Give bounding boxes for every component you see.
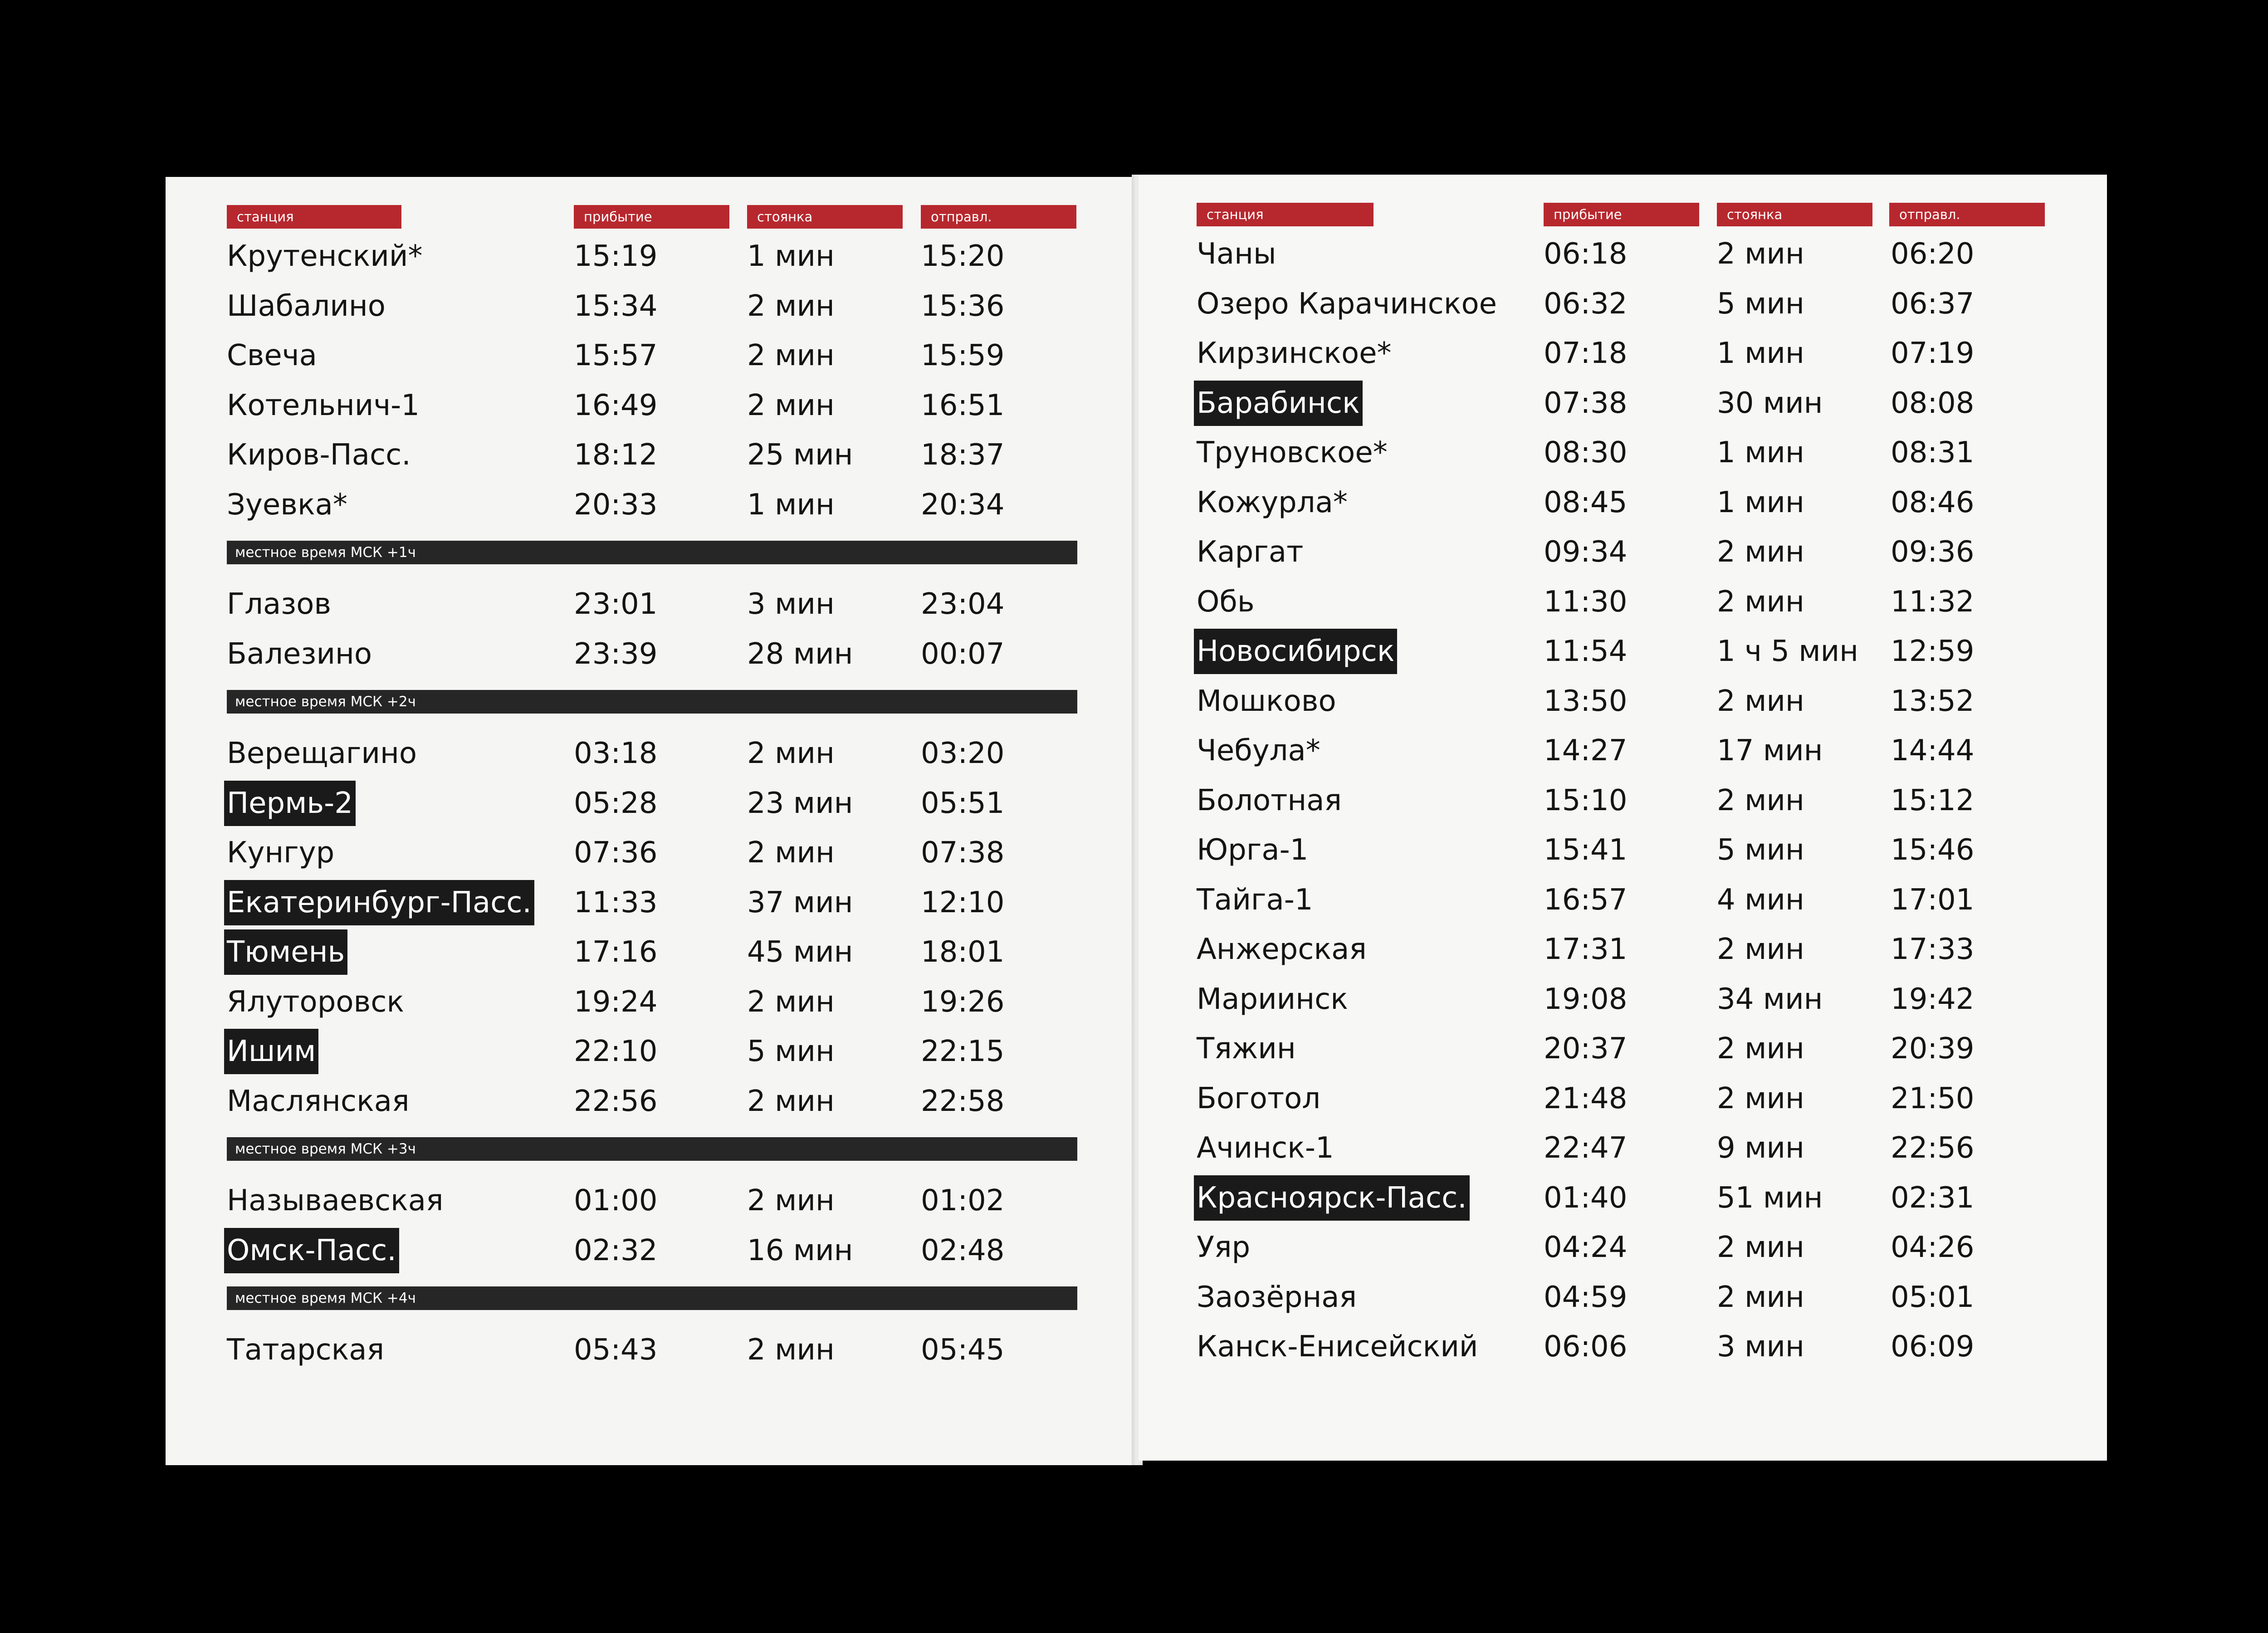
departure-time: 05:51 [921, 786, 1005, 820]
table-row [1197, 728, 2047, 778]
table-row [1197, 579, 2047, 629]
timezone-banner [227, 690, 1077, 714]
arrival-time: 22:56 [574, 1084, 658, 1118]
table-row [1197, 1026, 2047, 1076]
arrival-time: 08:30 [1544, 436, 1628, 469]
arrival-time: 04:24 [1544, 1231, 1628, 1264]
stop-duration: 2 мин [1717, 535, 1804, 569]
departure-time: 22:15 [921, 1035, 1005, 1068]
table-row [1197, 1076, 2047, 1126]
table-row [227, 929, 1077, 979]
arrival-time: 17:31 [1544, 933, 1628, 966]
timezone-label: местное время МСК +3ч [235, 1141, 416, 1157]
stop-duration: 9 мин [1717, 1131, 1804, 1165]
station-name: Мошково [1197, 684, 1336, 718]
table-row [1197, 1324, 2047, 1374]
arrival-time: 13:50 [1544, 684, 1628, 718]
stop-duration: 2 мин [747, 339, 835, 372]
table-row [227, 880, 1077, 930]
table-row [227, 432, 1077, 482]
departure-time: 02:31 [1891, 1181, 1975, 1215]
stop-duration: 34 мин [1717, 982, 1823, 1016]
arrival-time: 01:00 [574, 1184, 658, 1217]
table-row [227, 482, 1077, 532]
stop-duration: 2 мин [747, 1333, 835, 1367]
station-name: Мариинск [1197, 982, 1348, 1016]
table-row [1197, 231, 2047, 281]
table-row [1197, 381, 2047, 430]
header-departure: отправл. [921, 205, 1076, 229]
arrival-time: 15:41 [1544, 833, 1628, 867]
departure-time: 08:08 [1891, 386, 1975, 420]
table-row [1197, 1125, 2047, 1175]
stop-duration: 2 мин [747, 1084, 835, 1118]
departure-time: 21:50 [1891, 1081, 1975, 1115]
station-name: Уяр [1197, 1231, 1251, 1264]
header-stop: стоянка [747, 205, 903, 229]
departure-time: 17:33 [1891, 933, 1975, 966]
stop-duration: 2 мин [1717, 237, 1804, 271]
arrival-time: 05:28 [574, 786, 658, 820]
station-name: Пермь-2 [224, 781, 356, 826]
arrival-time: 08:45 [1544, 485, 1628, 519]
header-station: станция [227, 205, 401, 229]
arrival-time: 23:01 [574, 587, 658, 621]
table-row [1197, 331, 2047, 381]
stop-duration: 3 мин [747, 587, 835, 621]
departure-time: 08:46 [1891, 485, 1975, 519]
arrival-time: 05:43 [574, 1333, 658, 1367]
arrival-time: 22:10 [574, 1035, 658, 1068]
departure-time: 11:32 [1891, 585, 1975, 619]
right-page [1139, 175, 2107, 1461]
departure-time: 05:45 [921, 1333, 1005, 1367]
station-name: Ялуторовск [227, 985, 405, 1019]
arrival-time: 09:34 [1544, 535, 1628, 569]
stop-duration: 30 мин [1717, 386, 1823, 420]
stop-duration: 2 мин [747, 388, 835, 422]
station-name: Крутенский* [227, 240, 423, 273]
left-schedule [227, 234, 1077, 1413]
departure-time: 06:20 [1891, 237, 1975, 271]
table-row [1197, 927, 2047, 977]
stop-duration: 16 мин [747, 1233, 853, 1267]
timezone-banner [227, 541, 1077, 564]
station-name: Татарская [227, 1333, 384, 1367]
station-name: Киров-Пасс. [227, 438, 411, 472]
stop-duration: 2 мин [747, 985, 835, 1019]
departure-time: 22:56 [1891, 1131, 1975, 1165]
departure-time: 09:36 [1891, 535, 1975, 569]
arrival-time: 20:33 [574, 488, 658, 522]
table-row [227, 631, 1077, 681]
station-name: Кунгур [227, 836, 335, 870]
station-name: Называевская [227, 1184, 444, 1217]
arrival-time: 20:37 [1544, 1032, 1628, 1066]
table-row [227, 781, 1077, 831]
stop-duration: 2 мин [1717, 585, 1804, 619]
departure-time: 00:07 [921, 637, 1005, 671]
stop-duration: 1 мин [1717, 337, 1804, 370]
table-row [1197, 778, 2047, 828]
station-name: Болотная [1197, 783, 1342, 817]
table-row [227, 582, 1077, 631]
header-arrival: прибытие [1544, 203, 1699, 226]
stop-duration: 3 мин [1717, 1330, 1804, 1364]
table-row [227, 1029, 1077, 1079]
arrival-time: 19:24 [574, 985, 658, 1019]
station-name: Юрга-1 [1197, 833, 1309, 867]
arrival-time: 15:34 [574, 289, 658, 323]
station-name: Свеча [227, 339, 317, 372]
stop-duration: 4 мин [1717, 883, 1804, 917]
stop-duration: 51 мин [1717, 1181, 1823, 1215]
arrival-time: 01:40 [1544, 1181, 1628, 1215]
departure-time: 08:31 [1891, 436, 1975, 469]
departure-time: 02:48 [921, 1233, 1005, 1267]
arrival-time: 18:12 [574, 438, 658, 472]
timezone-label: местное время МСК +4ч [235, 1290, 416, 1306]
stop-duration: 37 мин [747, 885, 853, 919]
arrival-time: 03:18 [574, 737, 658, 770]
departure-time: 07:38 [921, 836, 1005, 870]
departure-time: 15:20 [921, 240, 1005, 273]
stop-duration: 45 мин [747, 935, 853, 969]
station-name: Каргат [1197, 535, 1304, 569]
departure-time: 06:37 [1891, 287, 1975, 321]
station-name: Шабалино [227, 289, 386, 323]
departure-time: 12:59 [1891, 635, 1975, 668]
station-name: Тяжин [1197, 1032, 1296, 1066]
arrival-time: 16:49 [574, 388, 658, 422]
stop-duration: 2 мин [747, 737, 835, 770]
departure-time: 16:51 [921, 388, 1005, 422]
table-row [227, 333, 1077, 383]
stop-duration: 1 мин [747, 488, 835, 522]
table-row [1197, 1275, 2047, 1325]
station-name: Тайга-1 [1197, 883, 1313, 917]
arrival-time: 14:27 [1544, 734, 1628, 768]
table-row [1197, 629, 2047, 679]
stop-duration: 2 мин [747, 836, 835, 870]
table-row [227, 234, 1077, 284]
table-row [227, 1228, 1077, 1278]
station-name: Екатеринбург-Пасс. [224, 880, 534, 925]
station-name: Чаны [1197, 237, 1276, 271]
stop-duration: 2 мин [1717, 783, 1804, 817]
arrival-time: 15:57 [574, 339, 658, 372]
arrival-time: 16:57 [1544, 883, 1628, 917]
arrival-time: 15:19 [574, 240, 658, 273]
table-row [1197, 430, 2047, 480]
station-name: Глазов [227, 587, 332, 621]
header-departure: отправл. [1889, 203, 2045, 226]
station-name: Труновское* [1197, 436, 1388, 469]
station-name: Ишим [224, 1029, 318, 1074]
stop-duration: 17 мин [1717, 734, 1823, 768]
station-name: Балезино [227, 637, 372, 671]
arrival-time: 06:18 [1544, 237, 1628, 271]
departure-time: 22:58 [921, 1084, 1005, 1118]
stop-duration: 2 мин [1717, 1231, 1804, 1264]
station-name: Канск-Енисейский [1197, 1330, 1478, 1364]
departure-time: 18:37 [921, 438, 1005, 472]
table-row [227, 284, 1077, 333]
header-stop: стоянка [1717, 203, 1872, 226]
stop-duration: 2 мин [1717, 1081, 1804, 1115]
departure-time: 15:36 [921, 289, 1005, 323]
stop-duration: 23 мин [747, 786, 853, 820]
departure-time: 20:34 [921, 488, 1005, 522]
table-row [227, 830, 1077, 880]
table-row [227, 979, 1077, 1029]
departure-time: 19:26 [921, 985, 1005, 1019]
arrival-time: 04:59 [1544, 1280, 1628, 1314]
table-row [1197, 1225, 2047, 1275]
timezone-label: местное время МСК +1ч [235, 544, 416, 561]
station-name: Красноярск-Пасс. [1194, 1175, 1470, 1221]
station-name: Анжерская [1197, 933, 1367, 966]
departure-time: 20:39 [1891, 1032, 1975, 1066]
table-row [227, 383, 1077, 433]
arrival-time: 21:48 [1544, 1081, 1628, 1115]
arrival-time: 22:47 [1544, 1131, 1628, 1165]
timezone-label: местное время МСК +2ч [235, 694, 416, 710]
arrival-time: 17:16 [574, 935, 658, 969]
stop-duration: 1 ч 5 мин [1717, 635, 1858, 668]
station-name: Тюмень [224, 929, 347, 975]
departure-time: 14:44 [1891, 734, 1975, 768]
table-row [1197, 877, 2047, 927]
stop-duration: 1 мин [1717, 485, 1804, 519]
arrival-time: 06:06 [1544, 1330, 1628, 1364]
station-name: Кожурла* [1197, 485, 1348, 519]
departure-time: 06:09 [1891, 1330, 1975, 1364]
table-row [1197, 827, 2047, 877]
departure-time: 07:19 [1891, 337, 1975, 370]
arrival-time: 15:10 [1544, 783, 1628, 817]
table-row [1197, 679, 2047, 728]
stop-duration: 25 мин [747, 438, 853, 472]
table-row [1197, 1175, 2047, 1225]
header-station: станция [1197, 203, 1374, 226]
station-name: Котельнич-1 [227, 388, 420, 422]
departure-time: 13:52 [1891, 684, 1975, 718]
station-name: Заозёрная [1197, 1280, 1357, 1314]
table-row [1197, 480, 2047, 530]
arrival-time: 11:33 [574, 885, 658, 919]
arrival-time: 11:30 [1544, 585, 1628, 619]
station-name: Боготол [1197, 1081, 1321, 1115]
departure-time: 04:26 [1891, 1231, 1975, 1264]
station-name: Маслянская [227, 1084, 410, 1118]
timezone-banner [227, 1286, 1077, 1310]
stop-duration: 2 мин [1717, 933, 1804, 966]
departure-time: 15:46 [1891, 833, 1975, 867]
left-page [166, 177, 1134, 1465]
table-row [1197, 529, 2047, 579]
arrival-time: 23:39 [574, 637, 658, 671]
stop-duration: 5 мин [747, 1035, 835, 1068]
arrival-time: 02:32 [574, 1233, 658, 1267]
table-row [227, 1327, 1077, 1377]
station-name: Новосибирск [1194, 629, 1397, 674]
station-name: Ачинск-1 [1197, 1131, 1334, 1165]
stop-duration: 1 мин [1717, 436, 1804, 469]
stop-duration: 2 мин [747, 1184, 835, 1217]
stop-duration: 5 мин [1717, 287, 1804, 321]
departure-time: 18:01 [921, 935, 1005, 969]
header-arrival: прибытие [574, 205, 729, 229]
departure-time: 01:02 [921, 1184, 1005, 1217]
table-row [227, 731, 1077, 781]
departure-time: 15:12 [1891, 783, 1975, 817]
departure-time: 05:01 [1891, 1280, 1975, 1314]
stop-duration: 2 мин [747, 289, 835, 323]
station-name: Кирзинское* [1197, 337, 1392, 370]
station-name: Верещагино [227, 737, 417, 770]
station-name: Зуевка* [227, 488, 347, 522]
station-name: Омск-Пасс. [224, 1228, 399, 1273]
stop-duration: 1 мин [747, 240, 835, 273]
arrival-time: 11:54 [1544, 635, 1628, 668]
station-name: Барабинск [1194, 381, 1363, 426]
arrival-time: 07:38 [1544, 386, 1628, 420]
departure-time: 12:10 [921, 885, 1005, 919]
arrival-time: 06:32 [1544, 287, 1628, 321]
stop-duration: 2 мин [1717, 1032, 1804, 1066]
table-row [227, 1079, 1077, 1129]
station-name: Обь [1197, 585, 1255, 619]
arrival-time: 07:18 [1544, 337, 1628, 370]
stop-duration: 2 мин [1717, 684, 1804, 718]
departure-time: 17:01 [1891, 883, 1975, 917]
timezone-banner [227, 1137, 1077, 1161]
table-row [1197, 281, 2047, 331]
station-name: Озеро Карачинское [1197, 287, 1497, 321]
stop-duration: 2 мин [1717, 1280, 1804, 1314]
table-row [227, 1178, 1077, 1228]
departure-time: 23:04 [921, 587, 1005, 621]
stop-duration: 5 мин [1717, 833, 1804, 867]
right-schedule [1197, 231, 2047, 1411]
table-row [1197, 977, 2047, 1027]
station-name: Чебула* [1197, 734, 1320, 768]
arrival-time: 19:08 [1544, 982, 1628, 1016]
departure-time: 03:20 [921, 737, 1005, 770]
departure-time: 15:59 [921, 339, 1005, 372]
stop-duration: 28 мин [747, 637, 853, 671]
departure-time: 19:42 [1891, 982, 1975, 1016]
arrival-time: 07:36 [574, 836, 658, 870]
